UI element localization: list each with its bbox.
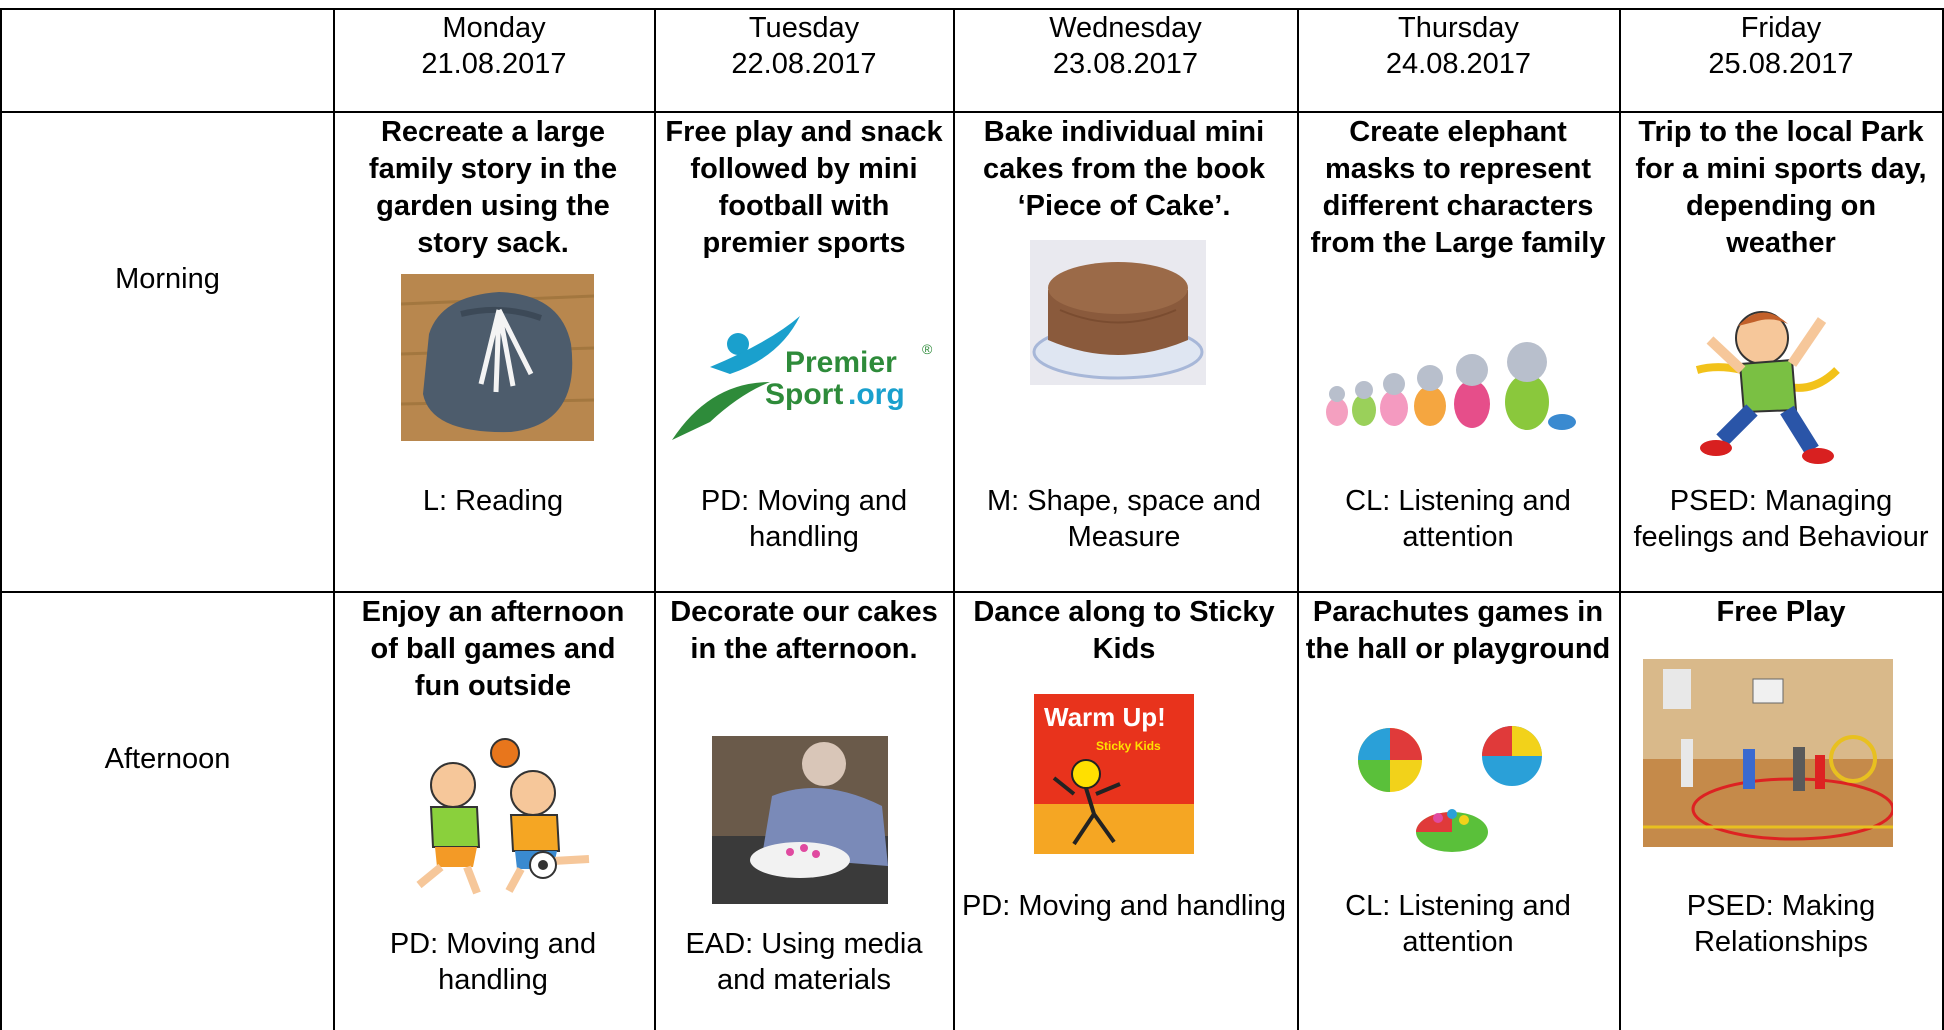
- activity-title: Parachutes games in the hall or playground: [1305, 596, 1611, 665]
- row-label-morning: Morning: [115, 263, 220, 295]
- day-name: Thursday: [1398, 12, 1519, 44]
- day-header-monday: [335, 10, 653, 82]
- day-date: 25.08.2017: [1708, 48, 1854, 80]
- activity-title: Dance along to Sticky Kids: [973, 596, 1275, 665]
- learning-area: EAD: Using media and materials: [685, 928, 923, 996]
- logo-sport: Sport: [765, 378, 844, 411]
- running-boy-image: [1692, 300, 1842, 465]
- logo-registered: ®: [922, 341, 933, 357]
- learning-area: CL: Listening and attention: [1345, 485, 1571, 553]
- day-date: 24.08.2017: [1385, 48, 1532, 80]
- row-divider: [0, 111, 1944, 113]
- gym-free-play-photo: [1643, 659, 1893, 847]
- day-header-wednesday: [955, 10, 1296, 82]
- elephant-family-image: [1322, 332, 1587, 437]
- logo-org: .org: [848, 378, 905, 411]
- day-date: 21.08.2017: [421, 48, 567, 80]
- learning-area: M: Shape, space and Measure: [986, 485, 1262, 553]
- cover-title: Warm Up!: [1044, 702, 1166, 732]
- story-sack-image: [401, 274, 594, 441]
- cover-brand: Sticky Kids: [1096, 739, 1161, 753]
- activity-title: Enjoy an afternoon of ball games and fun outside: [361, 596, 625, 702]
- column-divider: [654, 8, 656, 1030]
- parachute-games-image: [1352, 722, 1552, 870]
- activity-title: Bake individual mini cakes from the book ‘Piece of Cake’.: [982, 116, 1266, 222]
- day-header-tuesday: [656, 10, 952, 82]
- learning-area: PD: Moving and handling: [389, 928, 597, 996]
- day-name: Friday: [1740, 12, 1822, 44]
- sticky-kids-cover: [1034, 694, 1194, 854]
- activity-title: Create elephant masks to represent different characters from the Large family: [1310, 116, 1606, 259]
- learning-area: PSED: Managing feelings and Behaviour: [1633, 485, 1929, 553]
- activity-title: Free Play: [1716, 596, 1846, 628]
- activity-title: Free play and snack followed by mini football with premier sports: [665, 116, 943, 259]
- activity-title: Recreate a large family story in the garden using the story sack.: [368, 116, 618, 259]
- day-date: 23.08.2017: [1052, 48, 1199, 80]
- learning-area: PSED: Making Relationships: [1686, 890, 1876, 958]
- column-divider: [1297, 8, 1299, 1030]
- logo-premier: Premier: [785, 346, 897, 379]
- kids-ball-games-image: [393, 735, 603, 900]
- learning-area: PD: Moving and handling: [700, 485, 908, 553]
- column-divider: [953, 8, 955, 1030]
- day-header-friday: [1621, 10, 1941, 82]
- activity-title: Trip to the local Park for a mini sports day, depending on weather: [1635, 116, 1927, 259]
- learning-area: CL: Listening and attention: [1345, 890, 1571, 958]
- sponge-cake-image: [1030, 240, 1206, 385]
- premier-sport-logo: [670, 312, 940, 442]
- day-header-thursday: [1299, 10, 1618, 82]
- row-label-afternoon: Afternoon: [104, 743, 231, 775]
- table-border-left: [0, 8, 2, 1030]
- cake-decorating-photo: [712, 736, 888, 904]
- column-divider: [333, 8, 335, 1030]
- learning-area: L: Reading: [422, 485, 564, 517]
- day-date: 22.08.2017: [731, 48, 877, 80]
- column-divider: [1619, 8, 1621, 1030]
- activity-title: Decorate our cakes in the afternoon.: [670, 596, 938, 665]
- day-name: Wednesday: [1049, 12, 1202, 44]
- row-divider: [0, 591, 1944, 593]
- day-name: Monday: [442, 12, 546, 44]
- learning-area: PD: Moving and handling: [961, 890, 1287, 922]
- day-name: Tuesday: [748, 12, 860, 44]
